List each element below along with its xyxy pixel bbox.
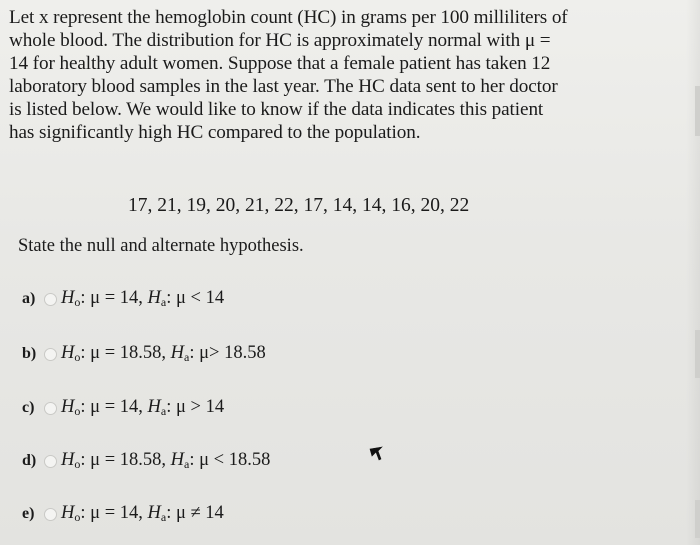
- edge-mark-lower: [695, 500, 700, 538]
- radio-button-d[interactable]: [44, 455, 57, 468]
- hypothesis-expression: $H_o$: μ = 14, $H_a$: μ < 14: [61, 288, 225, 309]
- problem-line: 14 for healthy adult women. Suppose that a female patient has taken 12: [9, 53, 551, 74]
- option-e[interactable]: [22, 501, 224, 527]
- mouse-cursor-icon: [368, 445, 384, 463]
- option-letter: e): [22, 505, 35, 522]
- radio-button-c[interactable]: [44, 402, 57, 415]
- hypothesis-expression: $H_o$: μ = 18.58, $H_a$: μ> 18.58: [61, 343, 266, 364]
- edge-mark-middle: [695, 330, 700, 378]
- hypothesis-expression: $H_o$: μ = 18.58, $H_a$: μ < 18.58: [61, 450, 271, 471]
- option-d[interactable]: [22, 448, 270, 474]
- problem-line: is listed below. We would like to know if the data indicates this patient: [9, 99, 544, 120]
- option-letter: c): [22, 399, 35, 416]
- option-c[interactable]: [22, 395, 224, 421]
- option-letter: d): [22, 452, 37, 469]
- problem-line: laboratory blood samples in the last year. The HC data sent to her doctor: [9, 76, 558, 97]
- edge-mark-upper: [695, 86, 700, 136]
- problem-line: has significantly high HC compared to the population.: [9, 122, 421, 143]
- option-letter: a): [22, 290, 36, 307]
- radio-button-b[interactable]: [44, 348, 57, 361]
- problem-line: whole blood. The distribution for HC is approximately normal with μ =: [9, 30, 551, 51]
- hypothesis-expression: $H_o$: μ = 14, $H_a$: μ > 14: [61, 397, 225, 418]
- option-b[interactable]: [22, 341, 266, 367]
- radio-button-a[interactable]: [44, 293, 57, 306]
- question-prompt: State the null and alternate hypothesis.: [18, 236, 304, 256]
- problem-line-text: Let x represent the hemoglobin count (HC) in grams per 100 milliliters of: [9, 7, 568, 28]
- option-a[interactable]: [22, 286, 224, 312]
- radio-button-e[interactable]: [44, 508, 57, 521]
- hypothesis-expression: $H_o$: μ = 14, $H_a$: μ ≠ 14: [61, 503, 224, 524]
- option-letter: b): [22, 345, 37, 362]
- problem-statement: [9, 6, 689, 144]
- hc-data-values: 17, 21, 19, 20, 21, 22, 17, 14, 14, 16, 20, 22: [128, 195, 470, 216]
- problem-line: [9, 6, 689, 29]
